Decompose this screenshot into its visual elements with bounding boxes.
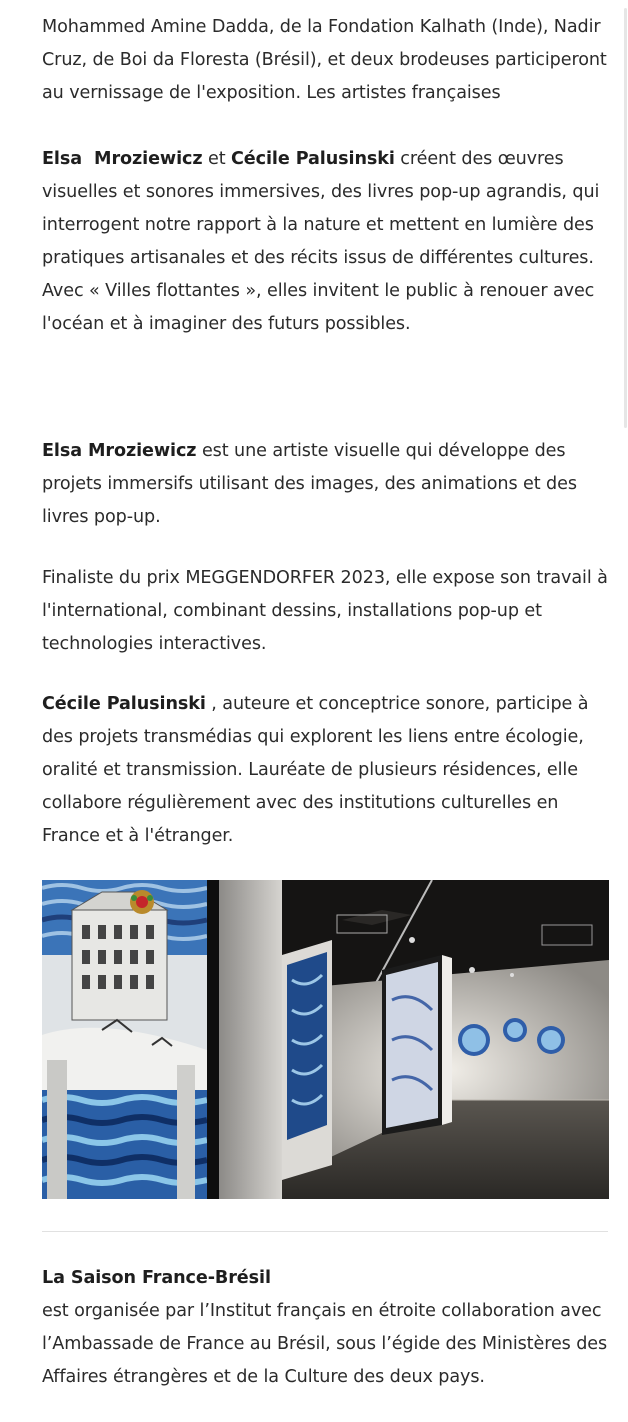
duo-paragraph bbox=[42, 143, 612, 341]
exhibition-photo-illustration bbox=[42, 880, 609, 1199]
saison-paragraph bbox=[42, 1262, 612, 1394]
intro-text: Mohammed Amine Dadda, de la Fondation Kalhath (Inde), Nadir Cruz, de Boi da Floresta (Brésil), et deux brodeuses participeront au vernissage de l'exposition. Les artistes françaises bbox=[42, 17, 607, 103]
elsa-bio-paragraph bbox=[42, 435, 612, 534]
conjunction: et bbox=[202, 149, 231, 169]
exhibition-photo bbox=[42, 880, 609, 1199]
section-divider bbox=[42, 1231, 608, 1232]
cecile-bio-paragraph bbox=[42, 688, 612, 853]
intro-paragraph bbox=[42, 11, 612, 110]
elsa-text: est une artiste visuelle qui développe des projets immersifs utilisant des images, des animations et des livres pop-up. bbox=[42, 441, 577, 527]
finaliste-text: Finaliste du prix MEGGENDORFER 2023, elle expose son travail à l'international, combinant dessins, installations pop-up et technologies interactives. bbox=[42, 568, 608, 654]
elsa-name: Elsa Mroziewicz bbox=[42, 441, 197, 461]
scrollbar[interactable] bbox=[622, 0, 628, 430]
scrollbar-thumb[interactable] bbox=[624, 8, 627, 428]
duo-text: créent des œuvres visuelles et sonores immersives, des livres pop-up agrandis, qui interrogent notre rapport à la nature et mettent en lumière des pratiques artisanales et des récits issus de différentes cultures. Avec « Villes flottantes », elles invitent le public à renouer avec l'océan et à imaginer des futurs possibles. bbox=[42, 149, 600, 334]
finaliste-paragraph bbox=[42, 562, 612, 661]
cecile-name: Cécile Palusinski bbox=[42, 694, 206, 714]
saison-title: La Saison France-Brésil bbox=[42, 1268, 271, 1288]
cecile-text: , auteure et conceptrice sonore, participe à des projets transmédias qui explorent les liens entre écologie, oralité et transmission. Lauréate de plusieurs résidences, elle collabore régulièrement avec des institutions culturelles en France et à l'étranger. bbox=[42, 694, 589, 846]
saison-text: est organisée par l’Institut français en étroite collaboration avec l’Ambassade de France au Brésil, sous l’égide des Ministères des Affaires étrangères et de la Culture des deux pays. bbox=[42, 1301, 608, 1387]
artist-name-cecile: Cécile Palusinski bbox=[231, 149, 395, 169]
artist-name-elsa: Elsa Mroziewicz bbox=[42, 149, 203, 169]
